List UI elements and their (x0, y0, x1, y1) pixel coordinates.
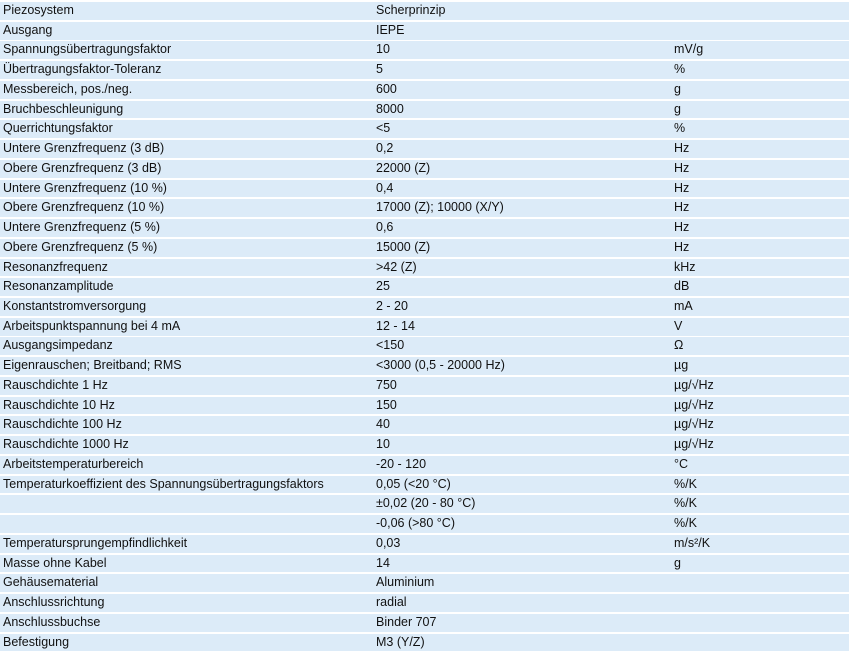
table-row (0, 456, 849, 474)
table-row (0, 337, 849, 355)
row-value: 2 - 20 (376, 299, 408, 314)
row-unit: Hz (674, 200, 690, 215)
row-label (3, 495, 369, 513)
row-value: <150 (376, 338, 405, 353)
row-value: <5 (376, 121, 391, 136)
row-unit: Ω (674, 338, 684, 353)
row-unit: µg/√Hz (674, 377, 714, 392)
row-unit (674, 634, 844, 652)
row-label: Untere Grenzfrequenz (10 %) (3, 180, 167, 195)
table-row (0, 278, 849, 296)
table-row (0, 219, 849, 237)
row-unit: Hz (674, 160, 690, 175)
row-value: 15000 (Z) (376, 239, 431, 254)
row-unit: %/K (674, 516, 697, 531)
table-row (0, 614, 849, 632)
row-label: Rauschdichte 100 Hz (3, 417, 122, 432)
table-row (0, 61, 849, 79)
table-row (0, 2, 849, 20)
row-value: 0,03 (376, 535, 401, 550)
table-row (0, 634, 849, 652)
row-label: Gehäusematerial (3, 575, 99, 590)
row-label: Piezosystem (3, 3, 74, 17)
row-unit: Hz (674, 141, 690, 156)
row-label: Arbeitstemperaturbereich (3, 456, 144, 471)
row-label: Befestigung (3, 634, 70, 649)
row-value: ±0,02 (20 - 80 °C) (376, 496, 476, 511)
row-unit: g (674, 81, 681, 96)
row-unit: % (674, 121, 686, 136)
row-value: Scherprinzip (376, 3, 446, 17)
row-value: <3000 (0,5 - 20000 Hz) (376, 358, 505, 373)
row-value: >42 (Z) (376, 259, 417, 274)
table-row (0, 22, 849, 40)
row-label: Rauschdichte 10 Hz (3, 397, 115, 412)
row-label: Konstantstromversorgung (3, 299, 147, 314)
row-unit (674, 574, 844, 592)
row-value: 600 (376, 81, 397, 96)
row-label (3, 515, 369, 533)
row-unit: V (674, 318, 683, 333)
row-value: IEPE (376, 22, 405, 37)
row-value: 22000 (Z) (376, 160, 431, 175)
row-unit: °C (674, 456, 689, 471)
row-label: Querrichtungsfaktor (3, 121, 113, 136)
row-label: Untere Grenzfrequenz (5 %) (3, 220, 161, 235)
table-row (0, 357, 849, 375)
row-value: 12 - 14 (376, 318, 415, 333)
row-label: Resonanzfrequenz (3, 259, 108, 274)
row-value: 10 (376, 437, 390, 452)
row-unit: g (674, 101, 681, 116)
row-unit: mA (674, 299, 693, 314)
table-row (0, 81, 849, 99)
row-label: Obere Grenzfrequenz (10 %) (3, 200, 165, 215)
row-value: 14 (376, 555, 390, 570)
row-value: radial (376, 595, 407, 610)
table-row (0, 41, 849, 59)
row-unit: %/K (674, 476, 697, 491)
table-row (0, 416, 849, 434)
row-unit: µg/√Hz (674, 417, 714, 432)
row-unit (674, 22, 844, 40)
row-unit: µg/√Hz (674, 397, 714, 412)
table-row (0, 436, 849, 454)
row-label: Rauschdichte 1000 Hz (3, 437, 129, 452)
row-value: 0,4 (376, 180, 394, 195)
table-row (0, 535, 849, 553)
row-label: Masse ohne Kabel (3, 555, 107, 570)
row-unit (674, 614, 844, 632)
table-row (0, 476, 849, 494)
row-unit: Hz (674, 180, 690, 195)
row-unit: Hz (674, 220, 690, 235)
row-label: Obere Grenzfrequenz (5 %) (3, 239, 158, 254)
row-unit: dB (674, 279, 690, 294)
row-unit: m/s²/K (674, 535, 711, 550)
row-unit: % (674, 62, 686, 77)
row-value: 17000 (Z); 10000 (X/Y) (376, 200, 504, 215)
row-label: Temperaturkoeffizient des Spannungsübertragungsfaktors (3, 476, 324, 491)
row-value: Aluminium (376, 575, 435, 590)
row-unit: µg (674, 358, 689, 373)
row-label: Resonanzamplitude (3, 279, 114, 294)
row-value: -20 - 120 (376, 456, 427, 471)
table-row (0, 397, 849, 415)
row-label: Messbereich, pos./neg. (3, 81, 133, 96)
table-row (0, 180, 849, 198)
row-label: Eigenrauschen; Breitband; RMS (3, 358, 182, 373)
row-value: 40 (376, 417, 390, 432)
row-value: 0,2 (376, 141, 394, 156)
row-label: Rauschdichte 1 Hz (3, 377, 108, 392)
table-row (0, 377, 849, 395)
row-value: 5 (376, 62, 383, 77)
row-unit: g (674, 555, 681, 570)
row-value: 25 (376, 279, 390, 294)
row-value: Binder 707 (376, 614, 437, 629)
table-row (0, 574, 849, 592)
table-row (0, 199, 849, 217)
row-label: Temperatursprungempfindlichkeit (3, 535, 188, 550)
row-label: Ausgangsimpedanz (3, 338, 113, 353)
table-row (0, 318, 849, 336)
table-row (0, 160, 849, 178)
row-value: M3 (Y/Z) (376, 634, 425, 649)
row-label: Obere Grenzfrequenz (3 dB) (3, 160, 162, 175)
row-value: 10 (376, 42, 390, 57)
row-value: -0,06 (>80 °C) (376, 516, 455, 531)
row-unit (674, 594, 844, 612)
table-row (0, 555, 849, 573)
row-value: 150 (376, 397, 397, 412)
row-label: Anschlussbuchse (3, 614, 101, 629)
row-unit: %/K (674, 496, 697, 511)
table-row (0, 594, 849, 612)
row-value: 750 (376, 377, 397, 392)
row-unit: µg/√Hz (674, 437, 714, 452)
row-unit: kHz (674, 259, 696, 274)
table-row (0, 298, 849, 316)
row-label: Spannungsübertragungsfaktor (3, 42, 172, 57)
row-label: Arbeitspunktspannung bei 4 mA (3, 318, 181, 333)
row-label: Untere Grenzfrequenz (3 dB) (3, 141, 165, 156)
row-value: 8000 (376, 101, 404, 116)
row-label: Ausgang (3, 22, 53, 37)
spec-table (0, 2, 849, 653)
row-value: 0,05 (<20 °C) (376, 476, 451, 491)
row-unit: Hz (674, 239, 690, 254)
table-row (0, 515, 849, 533)
table-row (0, 239, 849, 257)
table-row (0, 101, 849, 119)
table-row (0, 495, 849, 513)
row-unit: mV/g (674, 42, 704, 57)
row-value: 0,6 (376, 220, 394, 235)
table-row (0, 120, 849, 138)
row-unit (674, 2, 844, 20)
table-row (0, 259, 849, 277)
row-label: Übertragungsfaktor-Toleranz (3, 62, 162, 77)
row-label: Anschlussrichtung (3, 595, 105, 610)
row-label: Bruchbeschleunigung (3, 101, 124, 116)
table-row (0, 140, 849, 158)
